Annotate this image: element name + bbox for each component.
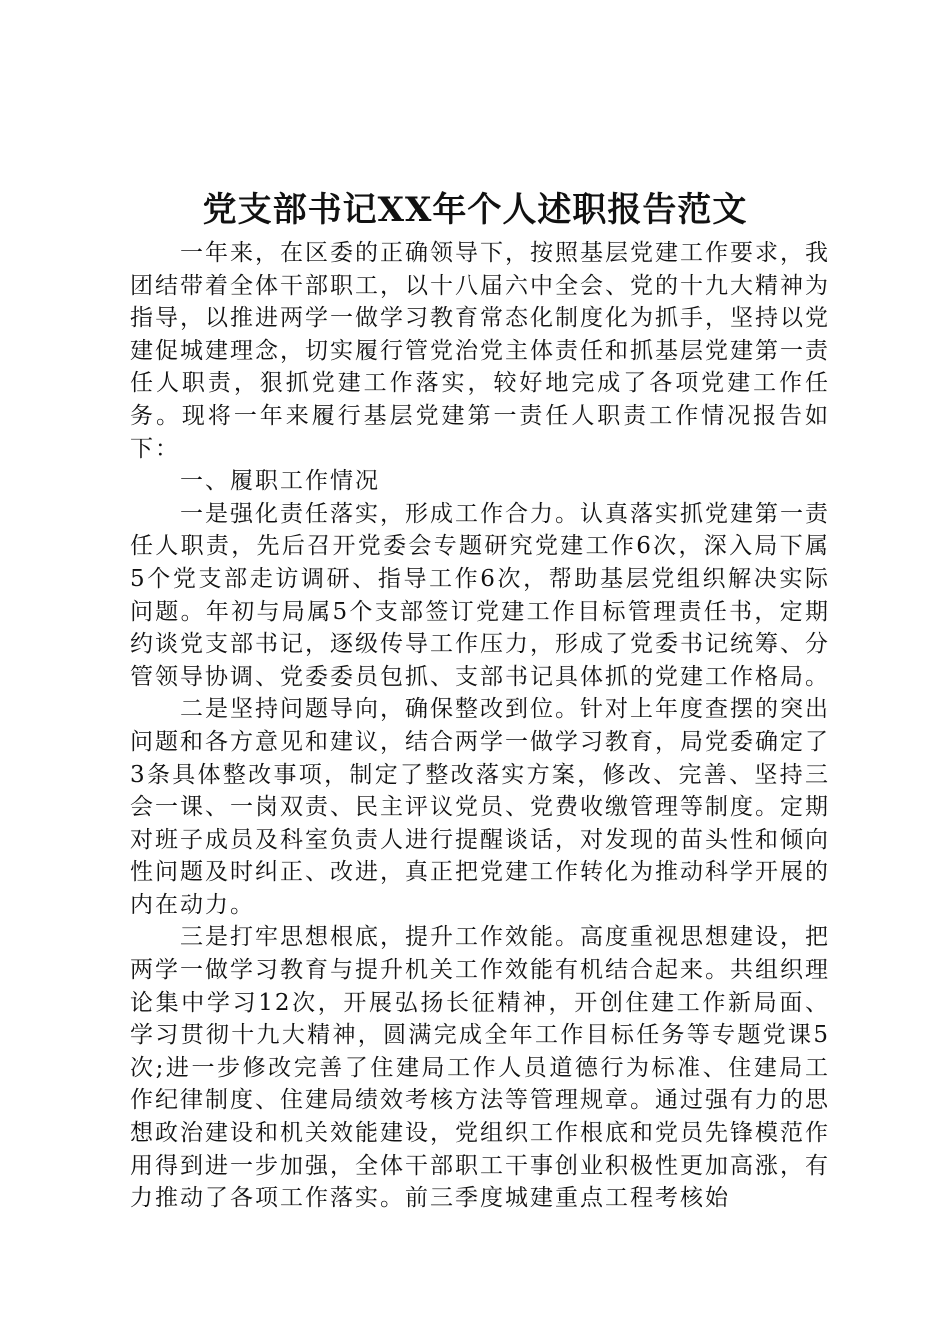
paragraph-ideology: 三是打牢思想根底，提升工作效能。高度重视思想建设，把两学一做学习教育与提升机关工作效能有机结合起来。共组织理论集中学习12次，开展弘扬长征精神，开创住建工作新局面、学习贯彻十九大精神，圆满完成全年工作目标任务等专题党课5次;进一步修改完善了住建局工作人员道德行为标准、住建局工作纪律制度、住建局绩效考核方法等管理规章。通过强有力的思想政治建设和机关效能建设，党组织工作根底和党员先锋模范作用得到进一步加强，全体干部职工干事创业积极性更加高涨，有力推动了各项工作落实。前三季度城建重点工程考核始	[130, 924, 830, 1212]
paragraph-intro: 一年来，在区委的正确领导下，按照基层党建工作要求，我团结带着全体干部职工，以十八届六中全会、党的十九大精神为指导，以推进两学一做学习教育常态化制度化为抓手，坚持以党建促城建理念，切实履行管党治党主体责任和抓基层党建第一责任人职责，狠抓党建工作落实，较好地完成了各项党建工作任务。现将一年来履行基层党建第一责任人职责工作情况报告如下：	[130, 240, 830, 462]
paragraph-responsibility: 一是强化责任落实，形成工作合力。认真落实抓党建第一责任人职责，先后召开党委会专题研究党建工作6次，深入局下属5个党支部走访调研、指导工作6次，帮助基层党组织解决实际问题。年初与局属5个支部签订党建工作目标管理责任书，定期约谈党支部书记，逐级传导工作压力，形成了党委书记统筹、分管领导协调、党委委员包抓、支部书记具体抓的党建工作格局。	[130, 500, 830, 690]
paragraph-problem-oriented: 二是坚持问题导向，确保整改到位。针对上年度查摆的突出问题和各方意见和建议，结合两学一做学习教育，局党委确定了3条具体整改事项，制定了整改落实方案，修改、完善、坚持三会一课、一岗双责、民主评议党员、党费收缴管理等制度。定期对班子成员及科室负责人进行提醒谈话，对发现的苗头性和倾向性问题及时纠正、改进，真正把党建工作转化为推动科学开展的内在动力。	[130, 696, 830, 918]
document-title: 党支部书记XX年个人述职报告范文	[202, 190, 748, 230]
section-heading-duties: 一、履职工作情况	[180, 468, 380, 495]
document-body	[130, 237, 830, 1215]
